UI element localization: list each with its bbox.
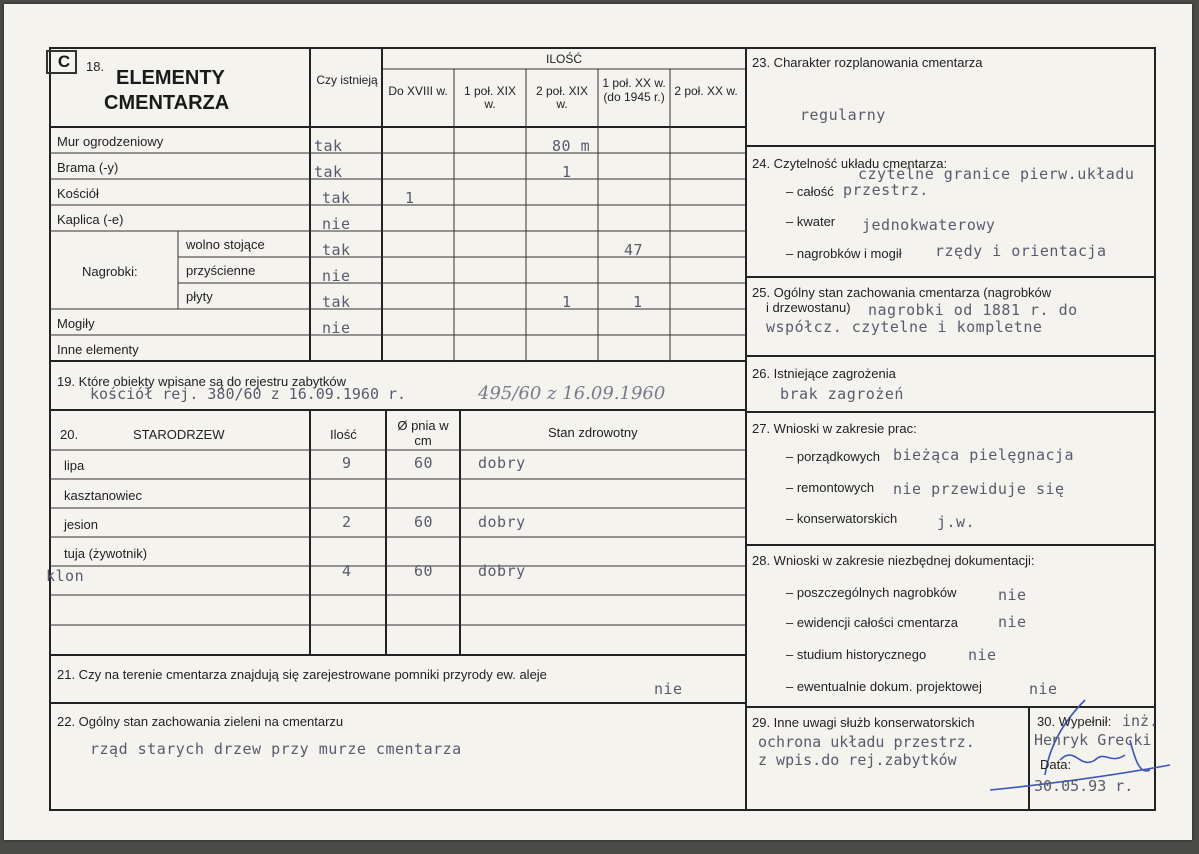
section-29-label: 29. Inne uwagi służb konserwatorskich — [752, 715, 975, 730]
section-27-item-1-label: – porządkowych — [786, 449, 880, 464]
section-24-calosc-value1: czytelne granice pierw.układu — [858, 165, 1135, 183]
section-28-item-3-value: nie — [968, 646, 997, 664]
section-24-nagrobkow-value: rzędy i orientacja — [935, 242, 1107, 260]
tree-diameter: 60 — [414, 454, 434, 472]
period-header-1: Do XVIII w. — [388, 84, 448, 98]
section-25-label-line1: 25. Ogólny stan zachowania cmentarza (nagrobków — [752, 285, 1052, 300]
section-20-number: 20. — [60, 427, 79, 442]
section-28-item-4-label: – ewentualnie dokum. projektowej — [786, 679, 982, 694]
tree-name: jesion — [64, 517, 98, 532]
section-27-item-3-label: – konserwatorskich — [786, 511, 898, 526]
section-29-value-line2: z wpis.do rej.zabytków — [758, 751, 957, 769]
tree-name: tuja (żywotnik) — [64, 546, 148, 561]
row-label-nagrobki: Nagrobki: — [82, 264, 138, 279]
section-30-name-line2: Henryk Grecki — [1034, 731, 1152, 749]
section-27-item-3-value: j.w. — [937, 513, 976, 531]
section-25-value-line2: współcz. czytelne i kompletne — [766, 318, 1043, 336]
section-30-label: 30. Wypełnił: — [1037, 714, 1112, 729]
row-label-mur: Mur ogrodzeniowy — [57, 134, 164, 149]
plyty-period4-value: 1 — [633, 293, 643, 311]
section-24-kwater-value: jednokwaterowy — [862, 216, 996, 234]
tree-health: dobry — [478, 562, 526, 580]
wolno-period4-value: 47 — [624, 241, 644, 259]
section-22-value: rząd starych drzew przy murze cmentarza — [90, 740, 462, 758]
tree-diameter: 60 — [414, 562, 434, 580]
section-24-kwater-label: – kwater — [786, 214, 836, 229]
row-label-mogily: Mogiły — [57, 316, 95, 331]
column-count-header: Ilość — [330, 427, 357, 442]
brama-exists-value: tak — [314, 163, 343, 181]
section-25-value-line1: nagrobki od 1881 r. do — [868, 301, 1078, 319]
section-28-item-1-value: nie — [998, 586, 1027, 604]
section-24-nagrobkow-label: – nagrobków i mogił — [786, 246, 902, 261]
kosciol-period1-value: 1 — [405, 189, 415, 207]
section-26-label: 26. Istniejące zagrożenia — [752, 366, 896, 381]
section-27-item-2-label: – remontowych — [786, 480, 875, 495]
section-18-number: 18. — [86, 59, 105, 74]
tree-count: 4 — [342, 562, 352, 580]
section-27-label: 27. Wnioski w zakresie prac: — [752, 421, 917, 436]
tree-health: dobry — [478, 513, 526, 531]
section-24-calosc-value2: przestrz. — [843, 181, 929, 199]
section-28-item-1-label: – poszczególnych nagrobków — [786, 585, 957, 600]
section-18-title-line1: ELEMENTY — [116, 67, 225, 89]
section-27-item-2-value: nie przewiduje się — [893, 480, 1065, 498]
section-27-item-1-value: bieżąca pielęgnacja — [893, 446, 1075, 464]
section-28-item-3-label: – studium historycznego — [786, 647, 927, 662]
section-22-label: 22. Ogólny stan zachowania zieleni na cmentarzu — [57, 714, 344, 729]
section-28-item-2-label: – ewidencji całości cmentarza — [786, 615, 958, 630]
wolno-exists-value: tak — [322, 241, 351, 259]
tree-name: kasztanowiec — [64, 488, 143, 503]
section-21-label: 21. Czy na terenie cmentarza znajdują się zarejestrowane pomniki przyrody ew. aleje — [57, 667, 547, 682]
row-label-brama: Brama (-y) — [57, 160, 119, 175]
tree-count: 9 — [342, 454, 352, 472]
section-28-label: 28. Wnioski w zakresie niezbędnej dokumentacji: — [752, 553, 1035, 568]
column-health-header: Stan zdrowotny — [548, 425, 638, 440]
section-26-value: brak zagrożeń — [780, 385, 904, 403]
period-header-5: 2 poł. XX w. — [674, 84, 738, 98]
row-label-kosciol: Kościół — [57, 186, 99, 201]
tree-name: lipa — [64, 458, 85, 473]
section-29-value-line1: ochrona układu przestrz. — [758, 733, 975, 751]
section-19-handwritten: 495/60 z 16.09.1960 — [478, 383, 666, 404]
plyty-period3-value: 1 — [562, 293, 572, 311]
section-28-item-4-value: nie — [1029, 680, 1058, 698]
section-25-label-line2: i drzewostanu) — [766, 300, 851, 315]
section-30-name-line1: inż. — [1122, 712, 1159, 730]
column-exists-header: Czy istnieją — [316, 73, 378, 87]
tree-health: dobry — [478, 454, 526, 472]
plyty-exists-value: tak — [322, 293, 351, 311]
section-19-label: 19. Które obiekty wpisane są do rejestru zabytków — [57, 374, 347, 389]
tree-diameter: 60 — [414, 513, 434, 531]
przys-exists-value: nie — [322, 267, 351, 285]
period-header-4: 1 poł. XX w. (do 1945 r.) — [602, 76, 666, 104]
kosciol-exists-value: tak — [322, 189, 351, 207]
mur-exists-value: tak — [314, 137, 343, 155]
section-21-value: nie — [654, 680, 683, 698]
section-30-date-label: Data: — [1040, 757, 1072, 772]
period-header-2: 1 poł. XIX w. — [463, 84, 517, 111]
kaplica-exists-value: nie — [322, 215, 351, 233]
section-18-title-line2: CMENTARZA — [104, 92, 230, 114]
brama-period3-value: 1 — [562, 163, 572, 181]
tree-count: 2 — [342, 513, 352, 531]
column-diameter-header: Ø pnia w cm — [397, 418, 449, 448]
section-letter: C — [57, 52, 71, 71]
row-label-przyscienne: przyścienne — [186, 263, 256, 278]
section-20-title: STARODRZEW — [133, 427, 225, 442]
section-24-calosc-label: – całość — [786, 184, 834, 199]
tree-name: klon — [46, 567, 85, 585]
section-28-item-2-value: nie — [998, 613, 1027, 631]
section-30-date-value: 30.05.93 r. — [1034, 777, 1134, 795]
row-label-kaplica: Kaplica (-e) — [57, 212, 124, 227]
mogily-exists-value: nie — [322, 319, 351, 337]
section-23-value: regularny — [800, 106, 886, 124]
period-header-3: 2 poł. XIX w. — [535, 84, 589, 111]
row-label-plyty: płyty — [186, 289, 213, 304]
section-24-label: 24. Czytelność układu cmentarza: — [752, 156, 948, 171]
row-label-inne: Inne elementy — [57, 342, 139, 357]
mur-period3-value: 80 m — [552, 137, 591, 155]
quantity-header: ILOŚĆ — [545, 52, 582, 66]
row-label-wolno-stojace: wolno stojące — [186, 237, 265, 252]
section-19-value: kościół rej. 380/60 z 16.09.1960 r. — [90, 385, 407, 403]
section-23-label: 23. Charakter rozplanowania cmentarza — [752, 55, 983, 70]
